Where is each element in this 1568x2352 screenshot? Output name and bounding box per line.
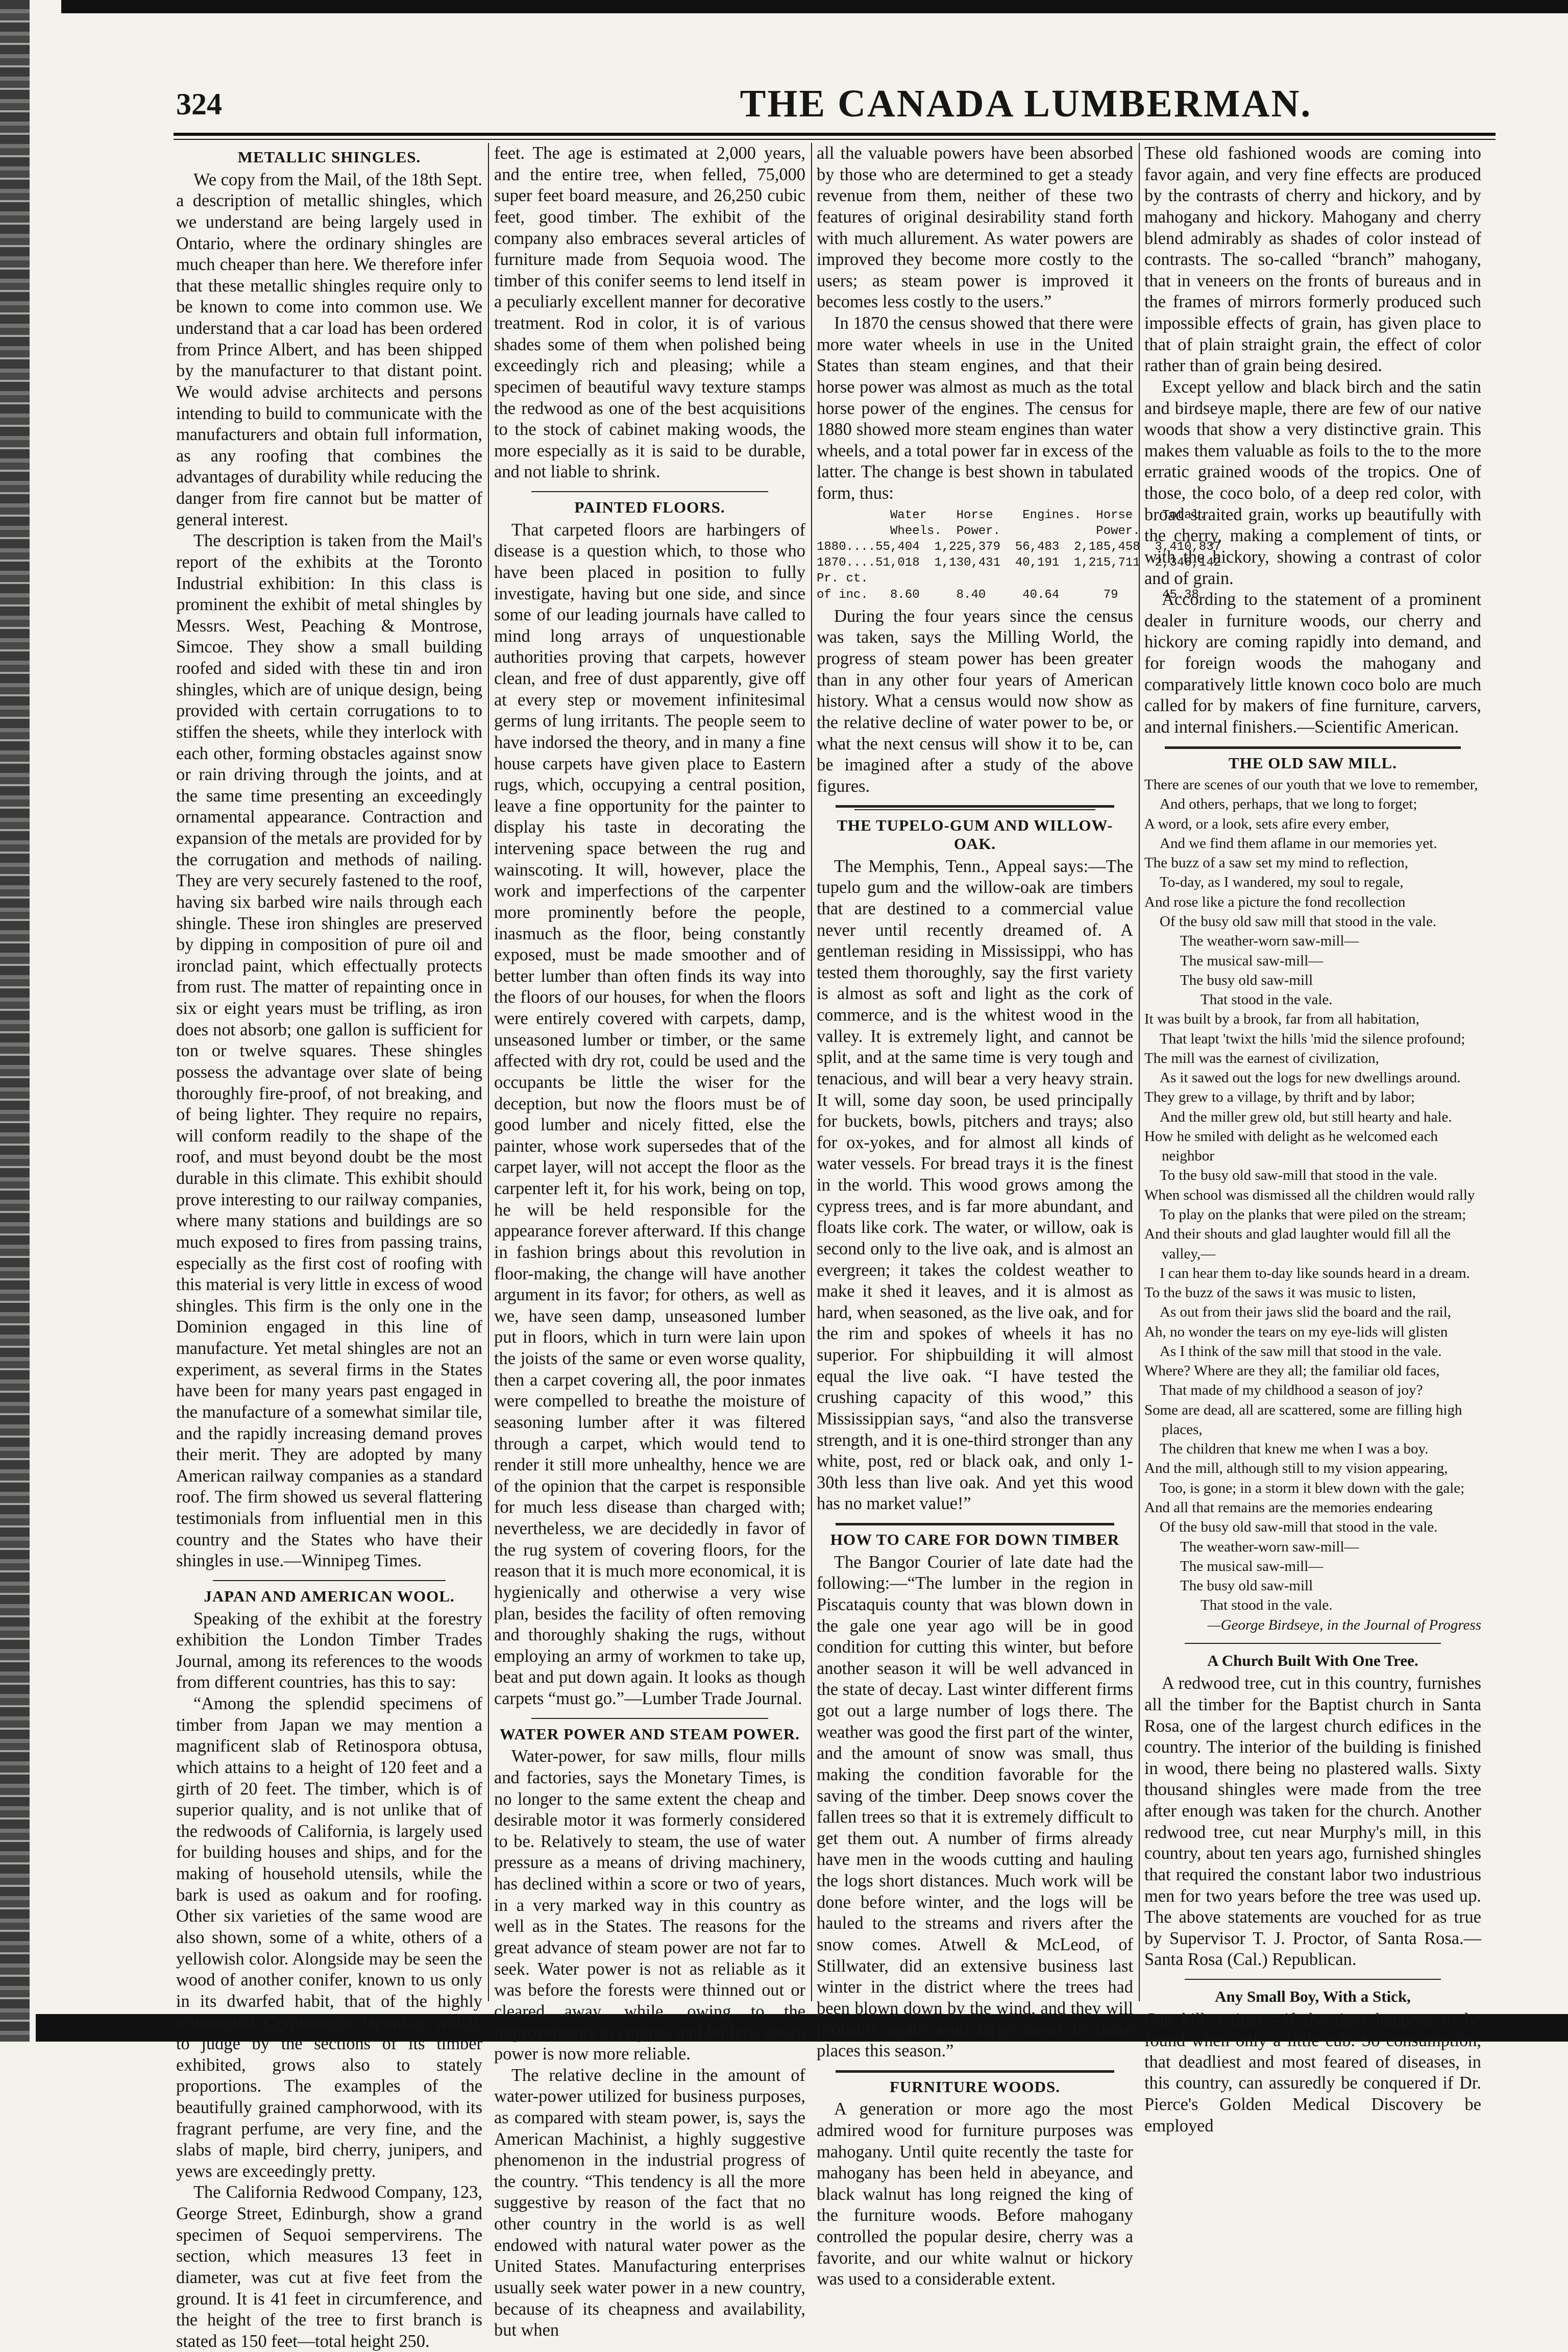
article-paragraph: Except yellow and black birch and the satin and birdseye maple, there are few of our native woods that show a very distinctive grain. This makes them valuable as foils to the to the more erratic grained woods of the tropics. One of those, the coco bolo, of a deep red color, with broad straited grain, works up beautifully with the cherry, making a complement of tints, or with the hickory, showing a contrast of color and of grain. xyxy=(1144,377,1481,588)
article-paragraph: Can kill a tiger,—if the tiger happens to be found when only a little cub. So consumption, that deadliest and most feared of diseases, in this country, can assuredly be conquered if Dr. Pierce's Golden Medical Discovery be employed xyxy=(1144,2009,1481,2136)
article-paragraph: “Among the splendid specimens of timber from Japan we may mention a magnificent slab of Retinospora obtusa, which attains to a height of 120 feet and a girth of 20 feet. The timber, which is of superior quality, and is not unlike that of the redwoods of California, is largely used for building houses and ships, and for the making of household utensils, while the bark is used as oakum and for roofing. Other six varieties of the same wood are also shown, some of a white, others of a yellowish color. Alongside may be seen the wood of another conifer, known to us only in its dwarfed habit, that of the highly ornamental Cryptomeria Japonica, which, to judge by the sections of its timber exhibited, grows also to stately proportions. The examples of the beautifully grained camphorwood, with its fragrant perfume, are very fine, and the slabs of maple, bird cherry, junipers, and yews are exceedingly pretty. xyxy=(176,1694,482,2181)
column-1 xyxy=(176,143,482,2351)
article-paragraph: That carpeted floors are harbingers of disease is a question which, to those who have been placed in position to fully investigate, having but one side, and since some of our leading journals have called to mind long arrays of unquestionable authorities proving that carpets, however clean, and free of dust apparently, give off at every step or movement infinitesimal germs of lung irritants. The people seem to have indorsed the theory, and in many a fine house carpets have given place to Eastern rugs, which, occupying a central position, leave a fine opportunity for the painter to display his taste in decorating the intervening space between the rug and wainscoting. It will, however, place the work and imperfections of the carpenter more prominently before the people, inasmuch as the floor, being constantly exposed, must be made smoother and of better lumber than often finds its way into the floors of our houses, for when the floors were entirely covered with carpets, damp, unseasoned lumber or timber, or the same affected with dry rot, could be used and the occupants be little the wiser for the deception, but now the floors must be of good lumber and nicely fitted, else the painter, whose work supersedes that of the carpet layer, will not accept the floor as the carpenter left it, for his work, being on top, he will be held responsible for the appearance forever afterward. If this change in fashion brings about this revolution in floor-making, the change will have another argument in its favor; for others, as well as we, have seen damp, unseasoned lumber put in floors, which in turn were lain upon the joists of the same or even worse quality, then a carpet covering all, the poor inmates were compelled to breathe the moisture of seasoning lumber after it was filtered through a carpet, which would tend to render it still more unhealthy, hence we are of the opinion that the carpet is responsible for much less disease than charged with; nevertheless, we are decidedly in favor of the rug system of covering floors, for the reason that it is much more economical, it is hygienically and otherwise a very wise plan, besides the facility of often removing and thoroughly shaking the rugs, without employing an army of workmen to take up, beat and put down again. It looks as though carpets “must go.”—Lumber Trade Journal. xyxy=(494,520,805,1709)
left-binding-edge xyxy=(0,0,30,2042)
poem-line: Too, is gone; in a storm it blew down with the gale; xyxy=(1160,1480,1465,1496)
poem-line: Some are dead, all are scattered, some are filling high places, xyxy=(1144,1401,1462,1438)
poem-line: And rose like a picture the fond recollection xyxy=(1144,893,1406,910)
poem-line: The children that knew me when I was a boy. xyxy=(1160,1441,1429,1458)
article-paragraph: Speaking of the exhibit at the forestry exhibition the London Timber Trades Journal, among its references to the woods from different countries, has this to say: xyxy=(176,1609,482,1692)
poem-old-saw-mill xyxy=(1144,775,1481,1615)
poem-line: The mill was the earnest of civilization, xyxy=(1144,1050,1379,1066)
article-paragraph: The Bangor Courier of late date had the following:—“The lumber in the region in Piscataquis county that was blown down in the gale one year ago will be in good condition for cutting this winter, but before another season it will be well advanced in the state of decay. Last winter different firms got out a large number of logs there. The weather was good the first part of the winter, and the amount of snow was small, thus making the condition favorable for the saving of the timber. Deep snows cover the fallen trees so that it is extremely difficult to get them out. A number of firms already have men in the woods cutting and hauling the logs short distances. Much work will be done before winter, and the logs will be hauled to the streams and rivers after the snow comes. Atwell & McLeod, of Stillwater, did an extensive business last winter in the district where the trees had been blown down by the wind, and they will probably again send large crews to those places this season.” xyxy=(817,1552,1133,2061)
article-paragraph: Water-power, for saw mills, flour mills and factories, says the Monetary Times, is no longer to the same extent the cheap and desirable motor it was formerly considered to be. Relatively to steam, the use of water pressure as a means of driving machinery, has declined within a score or two of years, in a very marked way in this country as well as in the States. The reasons for the great advance of steam power are not far to seek. Water power is not as reliable as it was before the forests were thinned out or cleared away, while, owing to the improvements in engines and boilers, steam power is now more reliable. xyxy=(494,1747,805,2064)
article-paragraph: feet. The age is estimated at 2,000 years, and the entire tree, when felled, 75,000 super feet board measure, and 26,250 cubic feet, good timber. The exhibit of the company also embraces several articles of furniture made from Sequoia wood. The timber of this conifer seems to lend itself in a peculiarly excellent manner for decorative treatment. Rod in color, it is of various shades some of them when polished being exceedingly rich and pleasing; while a specimen of beautiful wavy texture stamps the redwood as one of the best acquisitions to the stock of cabinet making woods, the more especially as it is said to be durable, and not liable to shrink. xyxy=(494,143,805,482)
article-separator-thick xyxy=(1165,746,1461,749)
article-separator xyxy=(1185,1979,1441,1980)
poem-line: The musical saw-mill— xyxy=(1180,1558,1324,1574)
article-separator xyxy=(213,1580,446,1581)
article-paragraph: The California Redwood Company, 123, George Street, Edinburgh, show a grand specimen of Sequoi sempervirens. The section, which measures 13 feet in diameter, was cut at five feet from the ground. It is 41 feet in circumference, and the height of the tree to first branch is stated as 150 feet—total height 250. xyxy=(176,2183,482,2351)
heading-church-one-tree: A Church Built With One Tree. xyxy=(1207,1651,1418,1669)
masthead-rule-thick xyxy=(174,133,1496,136)
article-paragraph: During the four years since the census was taken, says the Milling World, the progress of steam power has been greater than in any other four years of American history. What a census would now show as the relative decline of water power to be, or what the next census will show it to be, can be imagined after a study of the above figures. xyxy=(817,606,1133,796)
article-separator-thick xyxy=(836,2070,1114,2073)
poem-line: The busy old saw-mill xyxy=(1180,972,1313,988)
poem-line: The buzz of a saw set my mind to reflection, xyxy=(1144,855,1409,871)
poem-line: And the miller grew old, but still hearty and hale. xyxy=(1160,1108,1452,1125)
poem-line: And their shouts and glad laughter would fill all the valley,— xyxy=(1144,1226,1451,1262)
poem-attribution: —George Birdseye, in the Journal of Progress xyxy=(1207,1616,1481,1633)
poem-line: How he smiled with delight as he welcomed each neighbor xyxy=(1144,1128,1438,1165)
masthead-title: THE CANADA LUMBERMAN. xyxy=(740,82,1312,125)
poem-line: Where? Where are they all; the familiar old faces, xyxy=(1144,1363,1440,1379)
poem-line: Of the busy old saw mill that stood in the vale. xyxy=(1160,913,1437,930)
heading-old-saw-mill: THE OLD SAW MILL. xyxy=(1229,754,1397,772)
poem-line: That leapt 'twixt the hills 'mid the silence profound; xyxy=(1160,1030,1465,1047)
poem-line: When school was dismissed all the children would rally xyxy=(1144,1186,1475,1203)
heading-small-boy: Any Small Boy, With a Stick, xyxy=(1215,1987,1411,2006)
poem-line: As out from their jaws slid the board and the rail, xyxy=(1160,1304,1452,1321)
article-separator xyxy=(854,809,1095,810)
article-separator-thick xyxy=(836,805,1114,808)
article-paragraph: In 1870 the census showed that there were more water wheels in use in the United States than steam engines, and that their horse power was almost as much as the total horse power of the engines. The census for 1880 showed more steam engines than water wheels, and a total power far in excess of the latter. The change is best shown in tabulated form, thus: xyxy=(817,313,1133,503)
poem-line: To-day, as I wandered, my soul to regale, xyxy=(1160,874,1404,891)
census-table: Water Horse Engines. Horse Total. Wheels. Power. Power. 1880....55,404 1,225,379 56,483 2,185,458 3,410,837 1870....51,018 1,130,431 40,191 1,215,711 2,346,142 Pr. ct. of inc. 8.60 8.40 40.64 79 45.38 xyxy=(817,508,1221,602)
article-paragraph: all the valuable powers have been absorbed by those who are determined to get a steady revenue from them, neither of these two features of original desirability stand forth with much allurement. As water powers are improved they become more costly to the users; as steam power is improved it becomes less costly to the users.” xyxy=(817,143,1133,312)
heading-water-power: WATER POWER AND STEAM POWER. xyxy=(499,1725,800,1743)
heading-furniture-woods: FURNITURE WOODS. xyxy=(889,2077,1061,2096)
poem-line: They grew to a village, by thrift and by labor; xyxy=(1144,1089,1415,1106)
page-number: 324 xyxy=(176,87,222,121)
poem-line: To the busy old saw-mill that stood in the vale. xyxy=(1160,1167,1438,1184)
poem-line: To play on the planks that were piled on the stream; xyxy=(1160,1206,1466,1223)
column-2 xyxy=(494,143,805,2340)
poem-line: Of the busy old saw-mill that stood in the vale. xyxy=(1160,1519,1438,1536)
heading-down-timber: HOW TO CARE FOR DOWN TIMBER xyxy=(830,1531,1120,1549)
poem-line: And all that remains are the memories endearing xyxy=(1144,1499,1433,1516)
article-paragraph: These old fashioned woods are coming into favor again, and very fine effects are produced by the contrasts of cherry and hickory, and by mahogany and hickory. Mahogany and cherry blend admirably as shades of color instead of contrasts. The so-called “branch” mahogany, that in veneers on the fronts of bureaus and in the frames of mirrors formerly produced such impossible effects of grain, has given place to that of plain straight grain, the effect of color rather than of grain being desired. xyxy=(1144,143,1481,376)
poem-line: That stood in the vale. xyxy=(1200,991,1333,1008)
poem-line: It was built by a brook, far from all habitation, xyxy=(1144,1011,1419,1028)
article-separator xyxy=(531,491,768,492)
column-4 xyxy=(1144,143,1481,2136)
poem-line: To the buzz of the saws it was music to listen, xyxy=(1144,1284,1416,1301)
article-separator-thick xyxy=(836,1523,1114,1525)
poem-line: The weather-worn saw-mill— xyxy=(1180,1538,1359,1555)
article-paragraph: A redwood tree, cut in this country, furnishes all the timber for the Baptist church in Santa Rosa, one of the largest church edifices in the country. The interior of the building is finished in wood, there being no plastered walls. Sixty thousand shingles were made from the tree after enough was taken for the church. Another redwood tree, cut near Murphy's mill, in this country, about ten years ago, furnished shingles that required the constant labor two industrious men for two years before the tree was used up. The above statements are vouched for as true by Supervisor T. J. Proctor, of Santa Rosa.—Santa Rosa (Cal.) Republican. xyxy=(1144,1674,1481,1970)
column-3 xyxy=(817,143,1221,2289)
column-divider-1 xyxy=(488,143,489,2001)
poem-line: As it sawed out the logs for new dwellings around. xyxy=(1160,1070,1461,1086)
article-paragraph: We copy from the Mail, of the 18th Sept. a description of metallic shingles, which we understand are being largely used in Ontario, where the ordinary shingles are much cheaper than here. We therefore infer that these metallic shingles require only to be known to come into common use. We understand that a car load has been ordered from Prince Albert, and has been shipped by the manufacturer to that distant point. We would advise architects and persons intending to build to communicate with the manufacturers and obtain full information, as any roofing that combines the advantages of durability while reducing the danger from fire cannot but be matter of general interest. xyxy=(176,169,482,529)
poem-line: That stood in the vale. xyxy=(1200,1597,1333,1614)
poem-line: There are scenes of our youth that we love to remember, xyxy=(1144,777,1478,793)
poem-line: The musical saw-mill— xyxy=(1180,952,1324,969)
masthead-rule-thin xyxy=(174,139,1496,140)
poem-line: The weather-worn saw-mill— xyxy=(1180,933,1359,950)
top-scan-border xyxy=(61,0,1568,13)
poem-line: Ah, no wonder the tears on my eye-lids will glisten xyxy=(1144,1323,1448,1340)
poem-line: The busy old saw-mill xyxy=(1180,1578,1313,1594)
column-divider-3 xyxy=(1139,143,1140,2001)
article-separator xyxy=(1185,1643,1441,1644)
poem-line: As I think of the saw mill that stood in the vale. xyxy=(1160,1343,1442,1360)
poem-line: And we find them aflame in our memories yet. xyxy=(1160,835,1437,852)
heading-painted-floors: PAINTED FLOORS. xyxy=(574,498,725,516)
poem-line: That made of my childhood a season of joy? xyxy=(1160,1382,1423,1399)
poem-line: And the mill, although still to my vision appearing, xyxy=(1144,1460,1448,1477)
article-paragraph: A generation or more ago the most admired wood for furniture purposes was mahogany. Until quite recently the taste for mahogany has been held in abeyance, and black walnut has long reigned the king of the furniture woods. Before mahogany controlled the popular desire, cherry was a favorite, and our white walnut or hickory was used to a considerable extent. xyxy=(817,2099,1133,2289)
article-paragraph: According to the statement of a prominent dealer in furniture woods, our cherry and hickory are coming rapidly into demand, and for foreign woods the mahogany and comparatively little known coco bolo are much called for by makers of fine furniture, carvers, and internal finishers.—Scientific American. xyxy=(1144,590,1481,737)
heading-japan-wool: JAPAN AND AMERICAN WOOL. xyxy=(204,1587,455,1605)
poem-line: I can hear them to-day like sounds heard in a dream. xyxy=(1160,1265,1470,1281)
heading-metallic-shingles: METALLIC SHINGLES. xyxy=(237,148,421,166)
article-separator xyxy=(531,1718,768,1719)
article-paragraph: The Memphis, Tenn., Appeal says:—The tupelo gum and the willow-oak are timbers that are destined to a commercial value never until recently dreamed of. A gentleman residing in Mississippi, who has tested them thoroughly, say the first variety is almost as soft and light as the cork of commerce, and is the whitest wood in the valley. It is extremely light, and cannot be split, and at the same time is very tough and tenacious, and will bear a very heavy strain. It will, some day soon, be used principally for buckets, bowls, pitchers and trays; also for ox-yokes, and for almost all kinds of water vessels. For bread trays it is the finest in the world. This wood grows among the cypress trees, and is far more abundant, and floats like cork. The water, or willow, oak is second only to the live oak, and is almost an evergreen; it takes the coldest weather to make it shed it leaves, and it is almost as hard, when seasoned, as the live oak, and for the rim and spokes of wheels it has no superior. For shipbuilding it will almost equal the live oak. “I have tested the crushing capacity of this wood,” this Mississippian says, “and also the transverse strength, and it is one-third stronger than any white, post, red or black oak, and only 1-30th less than live oak. And yet this wood has no market value!” xyxy=(817,856,1133,1514)
column-divider-2 xyxy=(811,143,812,2001)
poem-line: And others, perhaps, that we long to forget; xyxy=(1160,796,1417,813)
poem-line: A word, or a look, sets afire every ember, xyxy=(1144,815,1389,832)
article-paragraph: The relative decline in the amount of water-power utilized for business purposes, as compared with steam power, is, says the American Machinist, a highly suggestive phenomenon in the industrial progress of the country. “This tendency is all the more suggestive by reason of the fact that no other country in the world is as well endowed with natural water power as the United States. Manufacturing enterprises usually seek water power in a new country, because of its cheapness and availability, but when xyxy=(494,2065,805,2340)
article-paragraph: The description is taken from the Mail's report of the exhibits at the Toronto Industrial exhibition: In this class is prominent the exhibit of metal shingles by Messrs. West, Peaching & Montrose, Simcoe. They show a small building roofed and sided with these tin and iron shingles, which are of unique design, being provided with certain corrugations to to stiffen the sheets, while they interlock with each other, forming obstacles against snow or rain driving through the joints, and at the same time presenting an exceedingly ornamental appearance. Contraction and expansion of the metals are provided for by the corrugation and methods of nailing. They are very securely fastened to the roof, having six barbed wire nails through each shingle. These iron shingles are preserved by dipping in composition of pure oil and ironclad paint, which effectually protects from rust. The matter of repainting once in six or eight years must be trifling, as iron does not absorb; one gallon is sufficient for ton or twelve squares. These shingles possess the advantage over slate of being thoroughly fire-proof, of not breaking, and of being lighter. They require no repairs, will conform readily to the shape of the roof, and must beyond doubt be the most durable in this climate. This exhibit should prove interesting to our railway companies, where many stations and buildings are so much exposed to fires from passing trains, especially as the first cost of roofing with this material is very little in excess of wood shingles. This firm is the only one in the Dominion engaged in this line of manufacture. Yet metal shingles are not an experiment, as several firms in the States have been for many years past engaged in the manufacture of a somewhat similar tile, and the rapidly increasing demand proves their merit. They are adopted by many American railway companies as a standard roof. The firm showed us several flattering testimonials from influential men in this country and the States who have their shingles in use.—Winnipeg Times. xyxy=(176,531,482,1571)
heading-tupelo-gum: THE TUPELO-GUM AND WILLOW-OAK. xyxy=(837,816,1113,853)
